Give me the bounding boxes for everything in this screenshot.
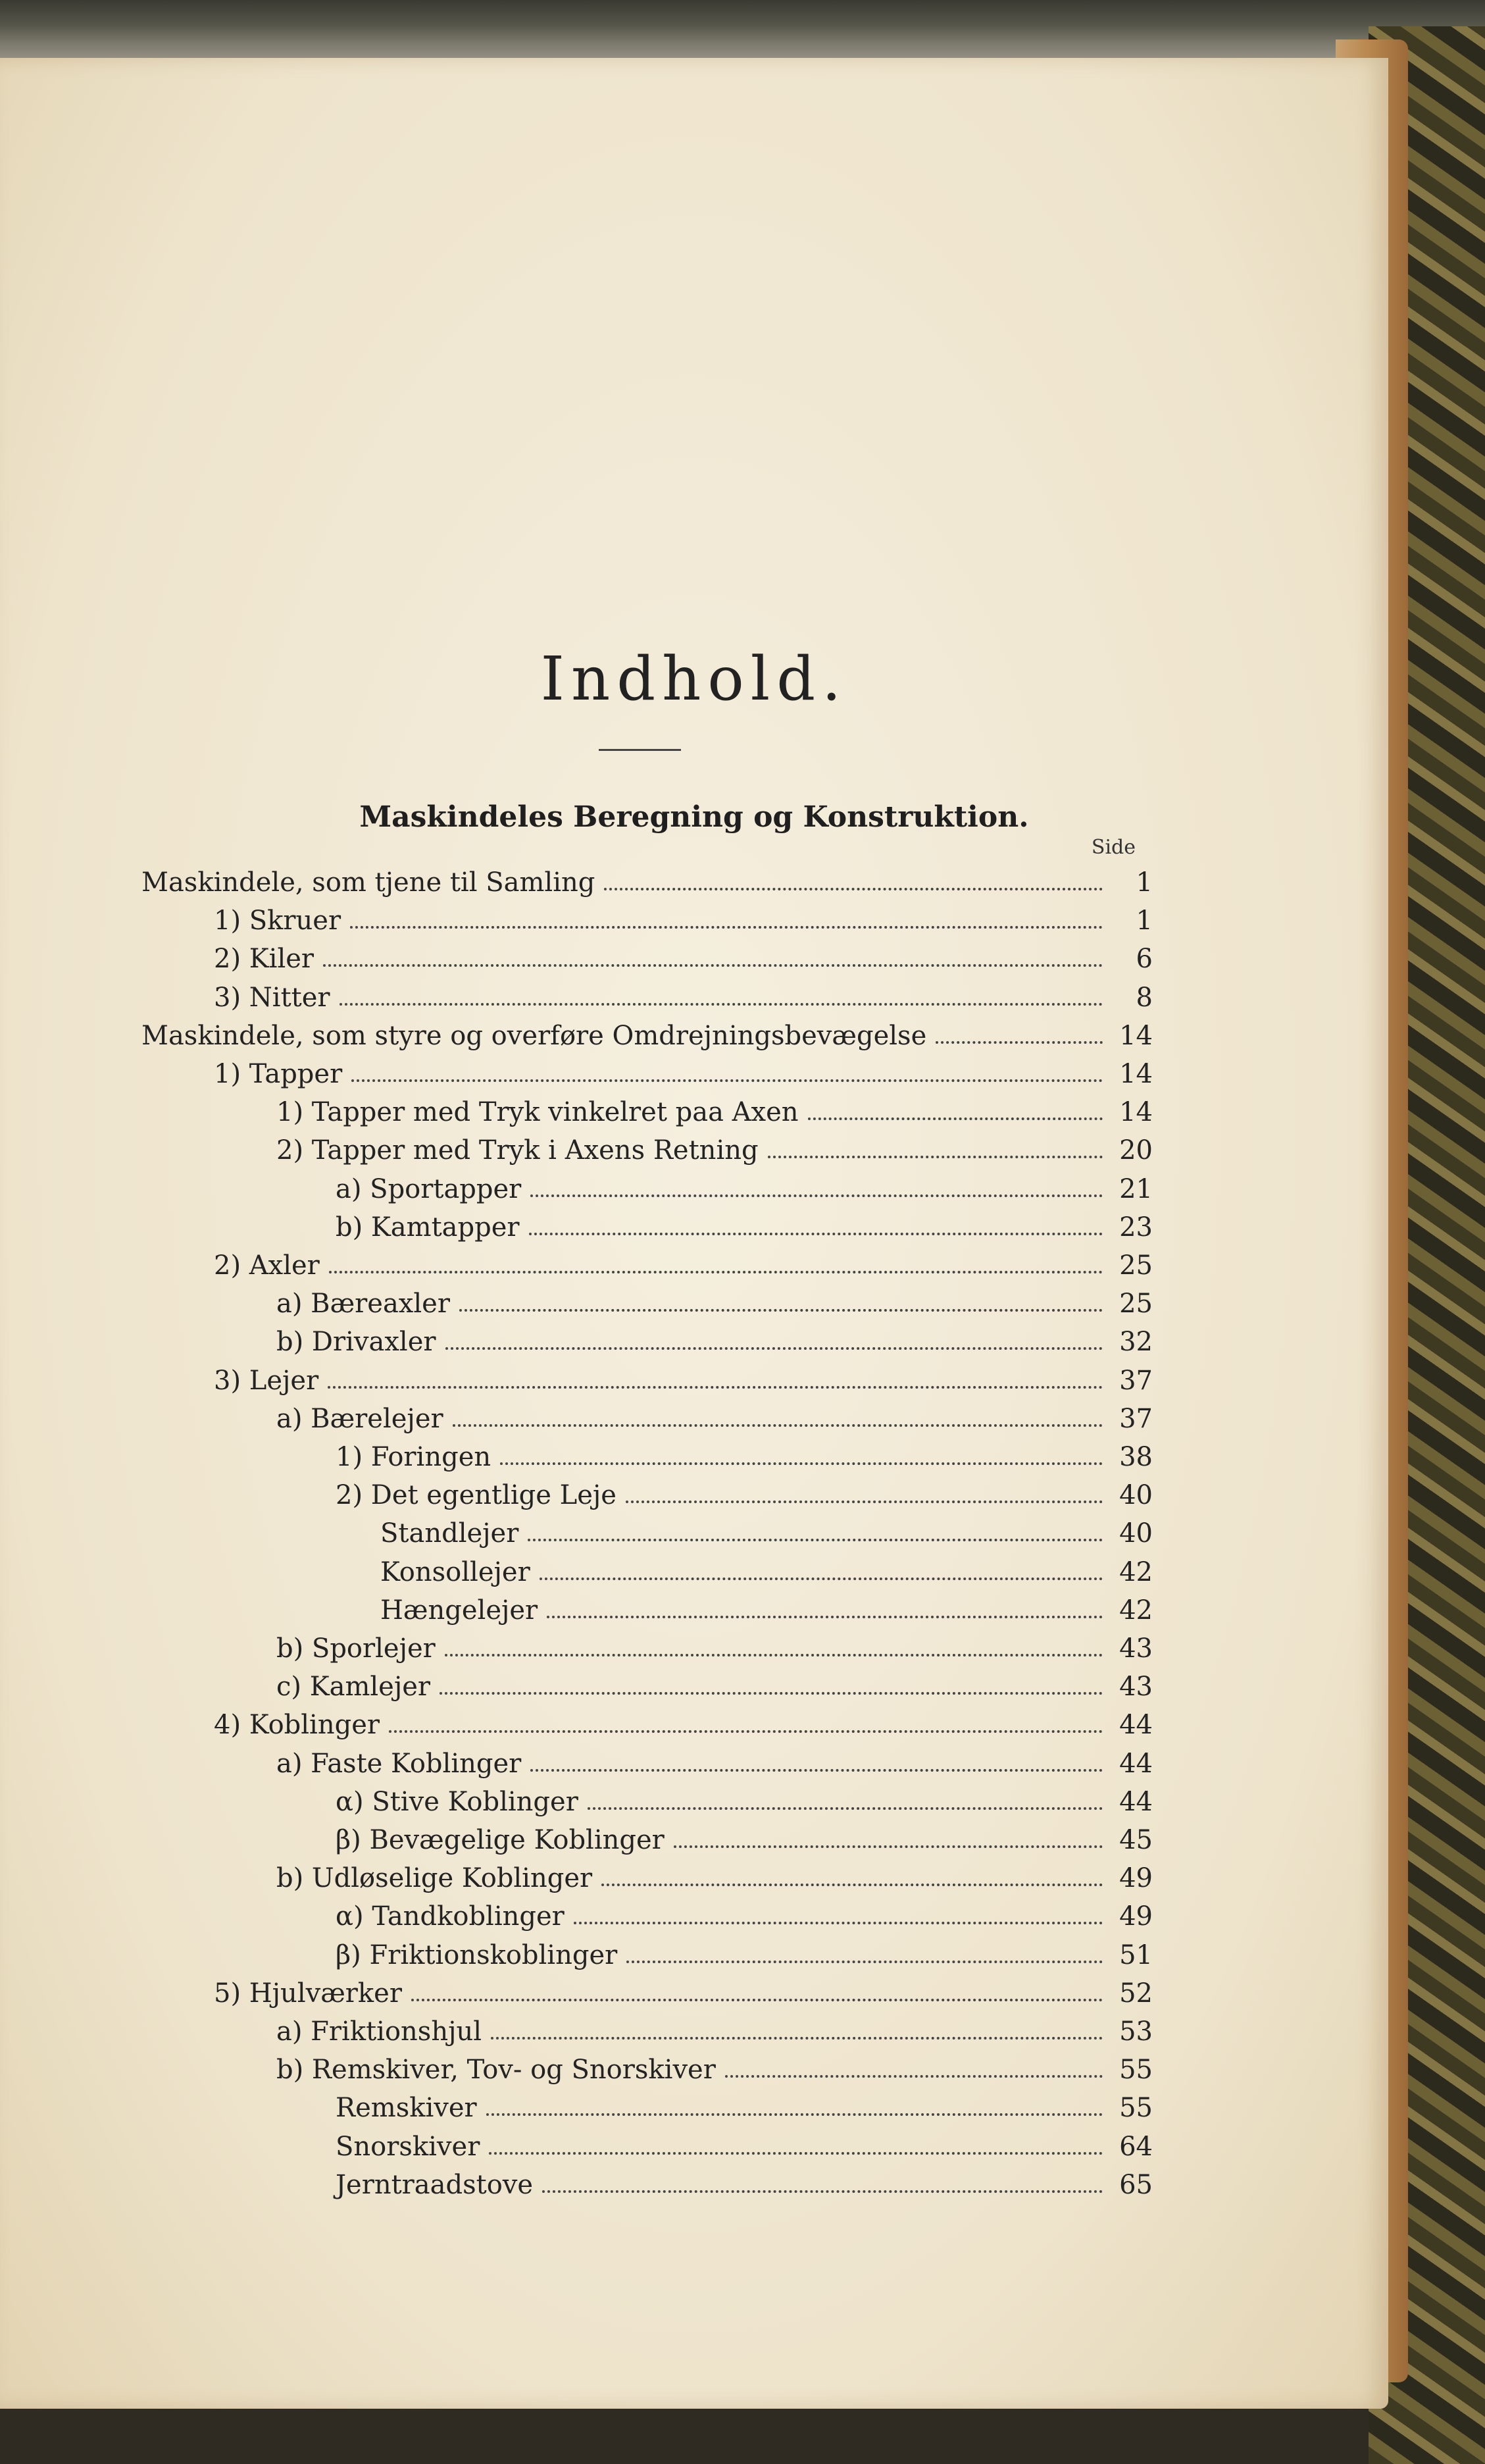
book-spine-top: [0, 0, 1485, 63]
toc-entry-label: Snorskiver: [336, 2131, 480, 2162]
toc-entry-label: a) Bæreaxler: [276, 1289, 450, 1320]
dot-leader: [389, 1730, 1103, 1733]
dot-leader: [542, 2190, 1103, 2193]
dot-leader: [445, 1654, 1103, 1656]
dot-leader: [626, 1501, 1103, 1503]
toc-entry-label: Standlejer: [380, 1518, 519, 1549]
toc-entry: [276, 1394, 1153, 1432]
dot-leader: [351, 1079, 1103, 1082]
dot-leader: [329, 1271, 1103, 1273]
toc-entry: [336, 2083, 1153, 2124]
toc-page-number: 20: [1119, 1135, 1153, 1166]
toc-page-number: 65: [1119, 2169, 1153, 2200]
dot-leader: [491, 2037, 1103, 2040]
toc-entry: [380, 1547, 1153, 1585]
toc-entry-label: Hængelejer: [380, 1595, 538, 1626]
dot-leader: [601, 1884, 1103, 1886]
book-page: [0, 58, 1388, 2409]
dot-leader: [547, 1616, 1103, 1618]
toc-page-number: 43: [1119, 1633, 1153, 1664]
toc-page-number: 55: [1119, 2093, 1153, 2124]
toc-page-number: 37: [1119, 1403, 1153, 1434]
toc-page-number: 23: [1119, 1212, 1153, 1243]
dot-leader: [530, 1769, 1103, 1772]
toc-entry-label: 1) Skruer: [214, 906, 341, 937]
toc-entry: [336, 2122, 1153, 2160]
toc-entry-label: 3) Nitter: [214, 982, 330, 1013]
toc-entry-label: a) Bærelejer: [276, 1403, 443, 1434]
dot-leader: [528, 1539, 1103, 1541]
toc-entry-label: β) Friktionskoblinger: [336, 1939, 618, 1970]
toc-entry-label: 4) Koblinger: [214, 1710, 380, 1741]
toc-page-number: 8: [1136, 982, 1153, 1013]
toc-entry-label: Remskiver: [336, 2093, 477, 2124]
toc-entry: [214, 934, 1153, 975]
toc-page-number: 44: [1119, 1786, 1153, 1817]
toc-entry: [276, 2007, 1153, 2045]
toc-entry-label: α) Stive Koblinger: [336, 1786, 578, 1817]
toc-entry: [214, 1700, 1153, 1741]
toc-page-number: 51: [1119, 1939, 1153, 1970]
toc-page-number: 42: [1119, 1595, 1153, 1626]
toc-page-number: 32: [1119, 1327, 1153, 1358]
toc-page-number: 14: [1119, 1097, 1153, 1128]
toc-page-number: 43: [1119, 1672, 1153, 1703]
section-heading: Maskindeles Beregning og Konstruktion.: [359, 800, 1029, 834]
dot-leader: [486, 2113, 1103, 2116]
toc-entry-label: 1) Foringen: [336, 1442, 491, 1472]
toc-entry-label: 5) Hjulværker: [214, 1978, 402, 2009]
toc-page-number: 21: [1119, 1173, 1153, 1204]
toc-page-number: 40: [1119, 1480, 1153, 1511]
toc-entry-label: 1) Tapper med Tryk vinkelret paa Axen: [276, 1097, 799, 1128]
toc-entry-label: b) Sporlejer: [276, 1633, 436, 1664]
toc-entry: [276, 1662, 1153, 1703]
dot-leader: [588, 1807, 1103, 1810]
toc-page-number: 1: [1136, 906, 1153, 937]
toc-entry-label: a) Friktionshjul: [276, 2016, 482, 2047]
toc-entry: [276, 1279, 1153, 1320]
toc-entry-label: β) Bevægelige Koblinger: [336, 1825, 665, 1855]
dot-leader: [489, 2152, 1103, 2155]
dot-leader: [529, 1233, 1103, 1235]
toc-page-number: 53: [1119, 2016, 1153, 2047]
toc-entry-label: Konsollejer: [380, 1556, 530, 1587]
toc-entry: [336, 1930, 1153, 1968]
dot-leader: [323, 964, 1103, 967]
dot-leader: [540, 1578, 1103, 1580]
dot-leader: [808, 1117, 1103, 1120]
title-divider: [599, 749, 681, 751]
toc-page-number: 25: [1119, 1289, 1153, 1320]
toc-page-number: 64: [1119, 2131, 1153, 2162]
toc-entry: [214, 1356, 1153, 1394]
toc-entry: [336, 1891, 1153, 1930]
toc-entry-label: b) Kamtapper: [336, 1212, 520, 1243]
toc-entry-label: α) Tandkoblinger: [336, 1901, 565, 1932]
toc-entry: [214, 1241, 1153, 1279]
dot-leader: [340, 1003, 1103, 1006]
toc-entry: [214, 1968, 1153, 2007]
toc-entry-label: Jerntraadstove: [336, 2169, 534, 2200]
toc-page-number: 55: [1119, 2055, 1153, 2086]
toc-entry: [276, 1125, 1153, 1164]
toc-entry-label: b) Drivaxler: [276, 1327, 436, 1358]
toc-page-number: 52: [1119, 1978, 1153, 2009]
toc-entry-label: Maskindele, som tjene til Samling: [141, 867, 595, 898]
toc-page-number: 14: [1119, 1059, 1153, 1089]
dot-leader: [445, 1347, 1103, 1350]
toc-entry-label: 2) Axler: [214, 1250, 320, 1281]
toc-page-number: 42: [1119, 1556, 1153, 1587]
dot-leader: [328, 1386, 1103, 1389]
toc-page-number: 44: [1119, 1710, 1153, 1741]
toc-page-number: 49: [1119, 1901, 1153, 1932]
toc-entry: [336, 1777, 1153, 1815]
dot-leader: [350, 926, 1103, 929]
toc-entry: [276, 1853, 1153, 1894]
dot-leader: [604, 888, 1103, 890]
toc-entry: [276, 2045, 1153, 2086]
toc-entry-label: c) Kamlejer: [276, 1672, 431, 1703]
dot-leader: [411, 1999, 1103, 2001]
toc-entry-label: 2) Tapper med Tryk i Axens Retning: [276, 1135, 759, 1166]
toc-entry-label: 2) Kiler: [214, 944, 315, 975]
toc-entry: [336, 1202, 1153, 1241]
dot-leader: [626, 1961, 1103, 1963]
toc-entry-label: b) Udløselige Koblinger: [276, 1863, 593, 1894]
toc-entry: [336, 1432, 1153, 1470]
toc-entry-label: a) Faste Koblinger: [276, 1748, 522, 1779]
dot-leader: [440, 1692, 1103, 1695]
toc-entry: [336, 2160, 1153, 2198]
toc-entry: [336, 1815, 1153, 1853]
toc-entry: [214, 1049, 1153, 1087]
toc-page-number: 38: [1119, 1442, 1153, 1472]
toc-entry: [214, 896, 1153, 937]
toc-entry: [141, 1011, 1153, 1049]
toc-entry-label: 2) Det egentlige Leje: [336, 1480, 617, 1511]
toc-entry: [276, 1739, 1153, 1777]
dot-leader: [936, 1041, 1103, 1044]
toc-entry-label: Maskindele, som styre og overføre Omdrejningsbevægelse: [141, 1020, 927, 1051]
toc-page-number: 1: [1136, 867, 1153, 898]
dot-leader: [530, 1194, 1103, 1197]
toc-page-number: 49: [1119, 1863, 1153, 1894]
dot-leader: [500, 1462, 1103, 1465]
toc-page-number: 45: [1119, 1825, 1153, 1855]
toc-page-number: 44: [1119, 1748, 1153, 1779]
toc-entry: [276, 1624, 1153, 1662]
toc-entry: [214, 973, 1153, 1011]
toc-page-number: 25: [1119, 1250, 1153, 1281]
dot-leader: [453, 1424, 1103, 1427]
toc-entry: [380, 1585, 1153, 1624]
dot-leader: [459, 1309, 1103, 1312]
toc-page-number: 40: [1119, 1518, 1153, 1549]
toc-entry: [276, 1317, 1153, 1358]
page-column-header: Side: [1091, 836, 1136, 859]
dot-leader: [725, 2075, 1103, 2078]
dot-leader: [674, 1845, 1103, 1848]
toc-page-number: 6: [1136, 944, 1153, 975]
dot-leader: [574, 1922, 1103, 1924]
dot-leader: [768, 1156, 1103, 1158]
page-title: Indhold.: [540, 644, 848, 714]
toc-entry: [141, 858, 1153, 896]
toc-entry: [336, 1470, 1153, 1511]
toc-page-number: 37: [1119, 1365, 1153, 1396]
toc-entry: [276, 1087, 1153, 1128]
toc-entry-label: 1) Tapper: [214, 1059, 343, 1089]
toc-entry-label: a) Sportapper: [336, 1173, 522, 1204]
toc-entry: [380, 1508, 1153, 1547]
toc-entry-label: b) Remskiver, Tov- og Snorskiver: [276, 2055, 716, 2086]
toc-entry: [336, 1164, 1153, 1202]
toc-entry-label: 3) Lejer: [214, 1365, 319, 1396]
toc-page-number: 14: [1119, 1020, 1153, 1051]
